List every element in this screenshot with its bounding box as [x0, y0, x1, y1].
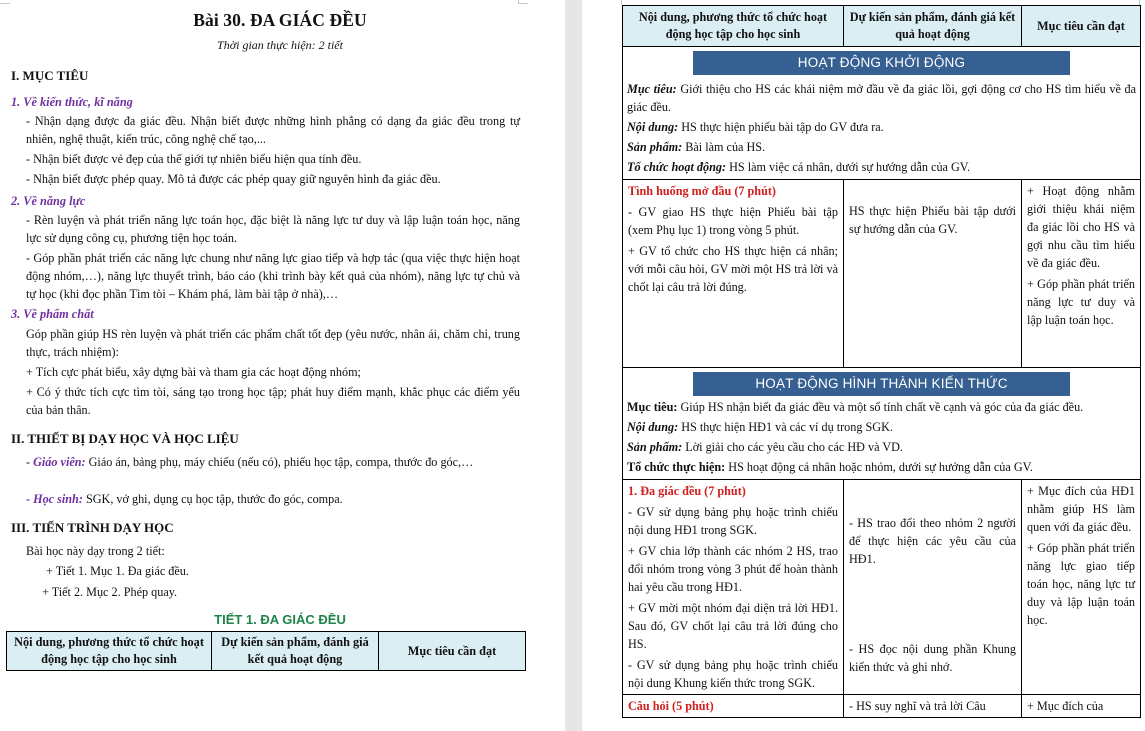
subheading-competence: 2. Về năng lực — [11, 194, 86, 208]
quality-item: Góp phần giúp HS rèn luyện và phát triển các phẩm chất tốt đẹp (yêu nước, nhân ái, chăm chỉ, trung thực, trách nhiệm): — [26, 327, 520, 359]
objective-item: + Hoạt động nhằm giới thiệu khái niệm đa giác lồi cho HS và gợi nhu cầu tìm hiểu về đa giác đều. — [1027, 184, 1135, 270]
table-row-opening-situation — [623, 180, 1141, 368]
product-text: Lời giải cho các yêu cầu cho các HĐ và VD. — [685, 440, 903, 454]
table-row-regular-polygon — [623, 480, 1141, 695]
content-text: HS thực hiện phiếu bài tập do GV đưa ra. — [681, 120, 884, 134]
objective-item: + Mục đích của HĐ1 nhằm giúp HS làm quen với đa giác đều. — [1027, 484, 1135, 534]
column-header-content: Nội dung, phương thức tổ chức hoạt động học tập cho học sinh — [7, 632, 212, 671]
section-heading-objectives: I. MỤC TIÊU — [11, 68, 89, 83]
student-label: Học sinh: — [33, 492, 83, 506]
expected-product: HS thực hiện Phiếu bài tập dưới sự hướng dẫn của GV. — [849, 204, 1016, 236]
objective-item: + Góp phần phát triển năng lực giao tiếp toán học, năng lực tư duy và lập luận toán học. — [1027, 541, 1135, 627]
column-header-objective: Mục tiêu cần đạt — [1022, 6, 1141, 47]
knowledge-product — [627, 438, 1136, 456]
equipment-teacher: - Giáo viên: Giáo án, bảng phụ, máy chiếu (nếu có), phiếu học tập, compa, thước đo góc,… — [26, 455, 474, 469]
column-header-product: Dự kiến sản phẩm, đánh giá kết quả hoạt động — [844, 6, 1022, 47]
section-band-knowledge: HOẠT ĐỘNG HÌNH THÀNH KIẾN THỨC — [693, 372, 1070, 396]
document-page-left — [0, 0, 565, 731]
product-text: Bài làm của HS. — [685, 140, 766, 154]
activity-title: Tình huống mở đầu (7 phút) — [628, 184, 776, 198]
table-row-questions — [623, 695, 1141, 718]
lesson-duration: Thời gian thực hiện: 2 tiết — [217, 38, 343, 52]
section-heading-equipment: II. THIẾT BỊ DẠY HỌC VÀ HỌC LIỆU — [11, 431, 239, 446]
competence-item: - Góp phần phát triển các năng lực chung như năng lực giao tiếp và hợp tác (qua việc thực hiện hoạt động nhóm,…), năng lực thuyết trình, báo cáo (khi trình bày kết quả của nhóm), năng lực tự chủ và tự học (khi đọc phần Tìm tòi – Khám phá, làm bài tập ở nhà),… — [26, 251, 520, 301]
section-heading-process: III. TIẾN TRÌNH DẠY HỌC — [11, 520, 174, 535]
activity-step: + GV tổ chức cho HS thực hiện cá nhân; với mỗi câu hỏi, GV mời một HS trả lời và chốt lại câu trả lời đúng. — [628, 244, 838, 294]
activity-section-warmup — [623, 47, 1141, 180]
warmup-goal — [627, 80, 1136, 116]
content-label: Nội dung: — [627, 120, 679, 134]
teacher-label: Giáo viên: — [33, 455, 86, 469]
period-title: TIẾT 1. ĐA GIÁC ĐỀU — [214, 612, 346, 627]
teacher-equipment: Giáo án, bảng phụ, máy chiếu (nếu có), phiếu học tập, compa, thước đo góc,… — [88, 455, 474, 469]
activity-title: Câu hỏi (5 phút) — [628, 699, 714, 713]
activity-step: + GV mời một nhóm đại diện trả lời HĐ1. Sau đó, GV chốt lại câu trả lời đúng cho HS. — [628, 601, 838, 651]
equipment-student: - Học sinh: SGK, vở ghi, dụng cụ học tập, thước đo góc, compa. — [26, 492, 343, 506]
warmup-product — [627, 138, 1136, 156]
expected-product: - HS suy nghĩ và trả lời Câu — [849, 699, 986, 713]
objective-item: - Nhận biết được vẻ đẹp của thế giới tự nhiên biểu hiện qua tính đều. — [26, 152, 362, 166]
objective-item: - Nhận dạng được đa giác đều. Nhận biết được những hình phẳng có dạng đa giác đều trong tự nhiên, nghệ thuật, kiến trúc, công nghệ chế tạo,... — [26, 114, 520, 146]
organization-text: HS làm việc cá nhân, dưới sự hướng dẫn của GV. — [729, 160, 971, 174]
goal-label: Mục tiêu: — [627, 82, 677, 96]
activity-step: - GV sử dụng bảng phụ hoặc trình chiếu nội dung Khung kiến thức trong SGK. — [628, 658, 838, 690]
knowledge-goal — [627, 398, 1136, 416]
expected-product: - HS đọc nội dung phần Khung kiến thức và ghi nhớ. — [849, 642, 1016, 674]
organization-label: Tổ chức thực hiện: — [627, 460, 726, 474]
subheading-knowledge-skills: 1. Về kiến thức, kĩ năng — [11, 95, 133, 109]
expected-product: - HS trao đổi theo nhóm 2 người để thực hiện các yêu cầu của HĐ1. — [849, 516, 1016, 566]
student-equipment: SGK, vở ghi, dụng cụ học tập, thước đo góc, compa. — [85, 492, 343, 506]
column-header-objective: Mục tiêu cần đạt — [379, 632, 526, 671]
period-item: + Tiết 1. Mục 1. Đa giác đều. — [46, 564, 189, 578]
organization-text: HS hoạt động cá nhân hoặc nhóm, dưới sự hướng dẫn của GV. — [728, 460, 1033, 474]
objective-item: + Mục đích của — [1027, 699, 1104, 713]
document-page-right — [582, 0, 1145, 731]
organization-label: Tổ chức hoạt động: — [627, 160, 727, 174]
page-corner-mark — [614, 0, 622, 5]
activity-section-knowledge — [623, 368, 1141, 480]
goal-label: Mục tiêu: — [627, 400, 678, 414]
product-label: Sản phẩm: — [627, 440, 683, 454]
page-corner-mark — [518, 0, 528, 4]
warmup-content — [627, 118, 1136, 136]
knowledge-content — [627, 418, 1136, 436]
page-corner-mark — [0, 0, 10, 4]
knowledge-organization — [627, 458, 1136, 476]
quality-item: + Có ý thức tích cực tìm tòi, sáng tạo trong học tập; phát huy điểm mạnh, khắc phục các điểm yếu của bản thân. — [26, 385, 520, 417]
subheading-qualities: 3. Về phẩm chất — [11, 307, 94, 321]
section-band-warmup: HOẠT ĐỘNG KHỞI ĐỘNG — [693, 51, 1070, 75]
lesson-title: Bài 30. ĐA GIÁC ĐỀU — [193, 10, 367, 30]
activity-step: + GV chia lớp thành các nhóm 2 HS, trao đổi nhóm trong vòng 3 phút để hoàn thành hai yêu cầu trong HĐ1. — [628, 544, 838, 594]
content-label: Nội dung: — [627, 420, 679, 434]
activity-step: - GV sử dụng bảng phụ hoặc trình chiếu nội dung HĐ1 trong SGK. — [628, 505, 838, 537]
quality-item: + Tích cực phát biểu, xây dựng bài và tham gia các hoạt động nhóm; — [26, 365, 361, 379]
activity-title: 1. Đa giác đều (7 phút) — [628, 484, 746, 498]
competence-item: - Rèn luyện và phát triển năng lực toán học, đặc biệt là năng lực tư duy và lập luận toán học, năng lực sử dụng công cụ, phương tiện học toán. — [26, 213, 520, 245]
objective-item: - Nhận biết được phép quay. Mô tả được các phép quay giữ nguyên hình đa giác đều. — [26, 172, 441, 186]
period-item: + Tiết 2. Mục 2. Phép quay. — [42, 585, 178, 599]
content-text: HS thực hiện HĐ1 và các ví dụ trong SGK. — [681, 420, 893, 434]
goal-text: Giúp HS nhận biết đa giác đều và một số tính chất về cạnh và góc của đa giác đều. — [680, 400, 1084, 414]
page-separator — [565, 0, 582, 731]
activity-step: - GV giao HS thực hiện Phiếu bài tập (xem Phụ lục 1) trong vòng 5 phút. — [628, 205, 838, 237]
goal-text: Giới thiệu cho HS các khái niệm mở đầu về đa giác lồi, gợi động cơ cho HS tìm hiểu về đa giác đều. — [627, 82, 1137, 114]
table-header-row — [623, 6, 1141, 47]
lesson-plan-table-header — [6, 631, 526, 671]
product-label: Sản phẩm: — [627, 140, 683, 154]
objective-item: + Góp phần phát triển năng lực tư duy và lập luận toán học. — [1027, 277, 1135, 327]
lesson-plan-table — [622, 5, 1141, 718]
column-header-content: Nội dung, phương thức tổ chức hoạt động học tập cho học sinh — [623, 6, 844, 47]
process-intro: Bài học này dạy trong 2 tiết: — [26, 544, 165, 558]
warmup-organization — [627, 158, 1136, 176]
column-header-product: Dự kiến sản phẩm, đánh giá kết quả hoạt động — [212, 632, 379, 671]
